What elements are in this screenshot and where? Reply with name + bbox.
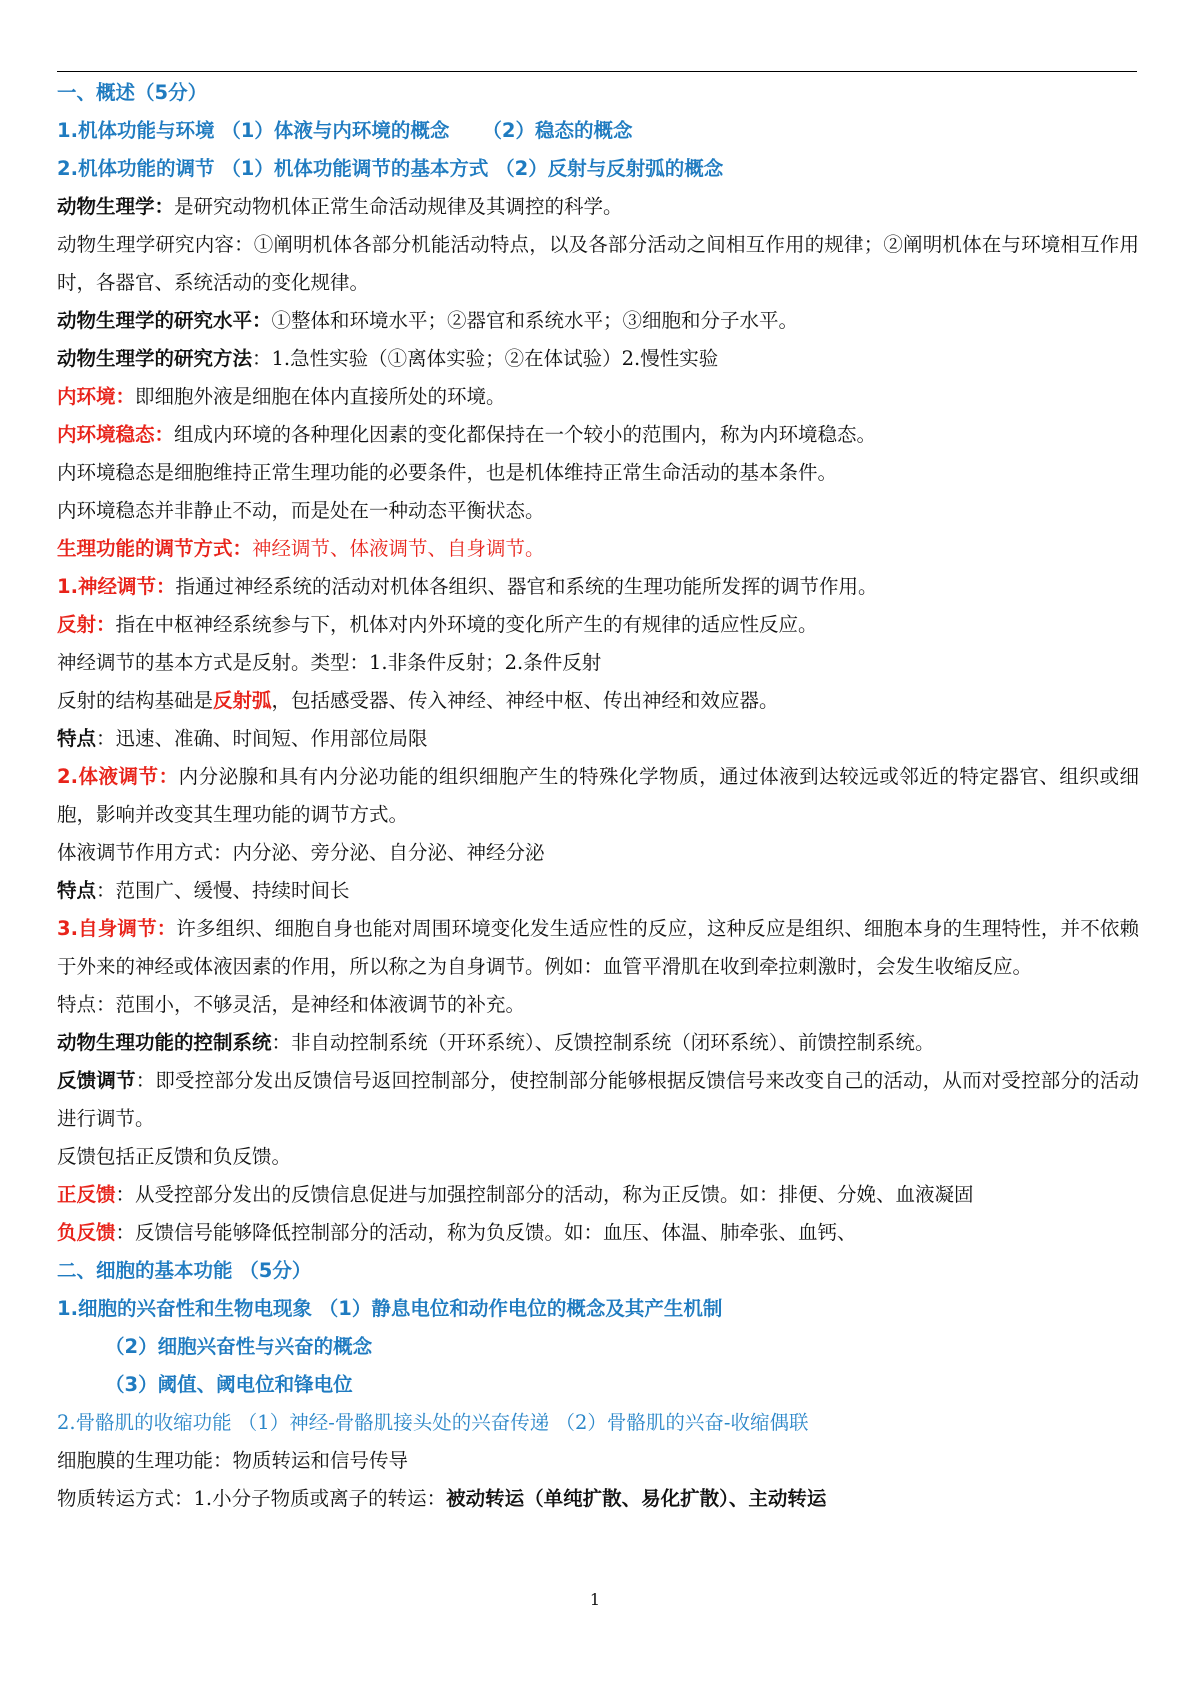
paragraph: [57, 682, 1139, 720]
paragraph: [57, 872, 1139, 910]
paragraph: [57, 492, 1139, 530]
paragraph: [57, 720, 1139, 758]
paragraph: [57, 226, 1139, 302]
text-run: 内分泌腺和具有内分泌功能的组织细胞产生的特殊化学物质，通过体液到达较远或邻近的特定器官、组织或细胞，影响并改变其生理功能的调节方式。: [57, 765, 1139, 826]
paragraph: [57, 302, 1139, 340]
highlighted-text-run: 内环境：: [57, 385, 136, 408]
highlighted-text-run: 3.自身调节：: [57, 917, 177, 940]
text-run: ①整体和环境水平；②器官和系统水平；③细胞和分子水平。: [271, 309, 799, 332]
paragraph: [57, 1062, 1139, 1138]
text-run: 体液调节作用方式：内分泌、旁分泌、自分泌、神经分泌: [57, 841, 545, 864]
paragraph: [57, 1442, 1139, 1480]
highlighted-text-run: 反射弧: [213, 689, 272, 712]
highlighted-text-run: 神经调节、体液调节、自身调节。: [252, 537, 545, 560]
document-body: [57, 74, 1139, 1518]
header-rule: [57, 71, 1137, 72]
highlighted-text-run: 内环境稳态：: [57, 423, 175, 446]
paragraph: [57, 1366, 1139, 1404]
text-run: 是研究动物机体正常生命活动规律及其调控的科学。: [174, 195, 623, 218]
paragraph: [57, 1480, 1139, 1518]
text-run: 神经调节的基本方式是反射。类型：1.非条件反射；2.条件反射: [57, 651, 602, 674]
paragraph: [57, 758, 1139, 834]
text-run: 反馈包括正反馈和负反馈。: [57, 1145, 292, 1168]
highlighted-text-run: 被动转运（单纯扩散、易化扩散）、主动转运: [446, 1487, 827, 1510]
highlighted-text-run: 反射：: [57, 613, 116, 636]
highlighted-text-run: 2.骨骼肌的收缩功能 （1）神经-骨骼肌接头处的兴奋传递 （2）骨骼肌的兴奋-收缩偶联: [57, 1411, 809, 1434]
paragraph: [57, 112, 1139, 150]
paragraph: [57, 910, 1139, 986]
highlighted-text-run: （2）细胞兴奋性与兴奋的概念: [105, 1335, 373, 1358]
text-run: ：从受控部分发出的反馈信息促进与加强控制部分的活动，称为正反馈。如：排便、分娩、血液凝固: [115, 1183, 974, 1206]
text-run: 动物生理学研究内容：①阐明机体各部分机能活动特点，以及各部分活动之间相互作用的规律；②阐明机体在与环境相互作用时，各器官、系统活动的变化规律。: [57, 233, 1139, 294]
text-run: ：迅速、准确、时间短、作用部位局限: [96, 727, 428, 750]
highlighted-text-run: 1.神经调节：: [57, 575, 176, 598]
paragraph: [57, 416, 1139, 454]
highlighted-text-run: 动物生理学的研究方法: [57, 347, 253, 370]
highlighted-text-run: 动物生理功能的控制系统: [57, 1031, 272, 1054]
page-number: 1: [589, 1590, 601, 1609]
highlighted-text-run: 一、概述（5分）: [57, 81, 208, 104]
highlighted-text-run: 特点: [57, 879, 97, 902]
text-run: 指通过神经系统的活动对机体各组织、器官和系统的生理功能所发挥的调节作用。: [175, 575, 878, 598]
paragraph: [57, 1404, 1139, 1442]
text-run: 组成内环境的各种理化因素的变化都保持在一个较小的范围内，称为内环境稳态。: [174, 423, 877, 446]
paragraph: [57, 1214, 1139, 1252]
text-run: 特点：范围小，不够灵活，是神经和体液调节的补充。: [57, 993, 526, 1016]
paragraph: [57, 1290, 1139, 1328]
text-run: 内环境稳态并非静止不动，而是处在一种动态平衡状态。: [57, 499, 545, 522]
paragraph: [57, 188, 1139, 226]
text-run: ：范围广、缓慢、持续时间长: [96, 879, 350, 902]
paragraph: [57, 1176, 1139, 1214]
paragraph: [57, 1138, 1139, 1176]
paragraph: [57, 150, 1139, 188]
text-run: 指在中枢神经系统参与下，机体对内外环境的变化所产生的有规律的适应性反应。: [115, 613, 818, 636]
paragraph: [57, 568, 1139, 606]
highlighted-text-run: 二、细胞的基本功能 （5分）: [57, 1259, 312, 1282]
highlighted-text-run: 反馈调节: [57, 1069, 136, 1092]
text-run: 许多组织、细胞自身也能对周围环境变化发生适应性的反应，这种反应是组织、细胞本身的生理特性，并不依赖于外来的神经或体液因素的作用，所以称之为自身调节。例如：血管平滑肌在收到牵拉刺激时，会发生收缩反应。: [57, 917, 1139, 978]
text-run: 细胞膜的生理功能：物质转运和信号传导: [57, 1449, 409, 1472]
paragraph: [57, 378, 1139, 416]
text-run: 反射的结构基础是: [57, 689, 214, 712]
highlighted-text-run: 负反馈: [57, 1221, 116, 1244]
paragraph: [57, 834, 1139, 872]
highlighted-text-run: 特点: [57, 727, 97, 750]
paragraph: [57, 1328, 1139, 1366]
paragraph: [57, 340, 1139, 378]
highlighted-text-run: 动物生理学的研究水平：: [57, 309, 272, 332]
highlighted-text-run: 2.机体功能的调节 （1）机体功能调节的基本方式 （2）反射与反射弧的概念: [57, 157, 724, 180]
text-run: ：非自动控制系统（开环系统）、反馈控制系统（闭环系统）、前馈控制系统。: [271, 1031, 935, 1054]
text-run: ：反馈信号能够降低控制部分的活动，称为负反馈。如：血压、体温、肺牵张、血钙、: [115, 1221, 857, 1244]
text-run: 物质转运方式：1.小分子物质或离子的转运：: [57, 1487, 447, 1510]
paragraph: [57, 644, 1139, 682]
paragraph: [57, 530, 1139, 568]
highlighted-text-run: 正反馈: [57, 1183, 116, 1206]
paragraph: [57, 74, 1139, 112]
paragraph: [57, 986, 1139, 1024]
text-run: 即细胞外液是细胞在体内直接所处的环境。: [135, 385, 506, 408]
highlighted-text-run: （3）阈值、阈电位和锋电位: [105, 1373, 353, 1396]
highlighted-text-run: 生理功能的调节方式：: [57, 537, 253, 560]
paragraph: [57, 1024, 1139, 1062]
paragraph: [57, 606, 1139, 644]
paragraph: [57, 1252, 1139, 1290]
text-run: 内环境稳态是细胞维持正常生理功能的必要条件，也是机体维持正常生命活动的基本条件。: [57, 461, 838, 484]
highlighted-text-run: 1.细胞的兴奋性和生物电现象 （1）静息电位和动作电位的概念及其产生机制: [57, 1297, 723, 1320]
text-run: ，包括感受器、传入神经、神经中枢、传出神经和效应器。: [271, 689, 779, 712]
paragraph: [57, 454, 1139, 492]
highlighted-text-run: 2.体液调节：: [57, 765, 179, 788]
highlighted-text-run: 动物生理学：: [57, 195, 175, 218]
highlighted-text-run: 1.机体功能与环境 （1）体液与内环境的概念 （2）稳态的概念: [57, 119, 633, 142]
text-run: ：1.急性实验（①离体实验；②在体试验）2.慢性实验: [252, 347, 719, 370]
text-run: ：即受控部分发出反馈信号返回控制部分，使控制部分能够根据反馈信号来改变自己的活动，从而对受控部分的活动进行调节。: [57, 1069, 1139, 1130]
